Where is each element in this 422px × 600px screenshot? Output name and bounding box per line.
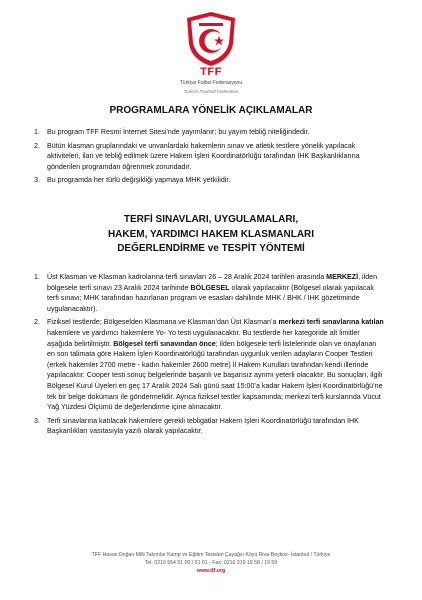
list-item xyxy=(34,317,386,412)
section-title-line: DEĞERLENDİRME ve TESPİT YÖNTEMİ xyxy=(117,243,305,254)
brand-subtitle: Türkiye Futbol Federasyonu xyxy=(179,80,243,86)
brand-subtitle-en: Turkish Football Federation xyxy=(183,89,239,94)
section-title xyxy=(0,213,422,257)
list-item xyxy=(34,416,386,437)
page-title: PROGRAMLARA YÖNELİK AÇIKLAMALAR xyxy=(109,105,313,116)
footer-web-link[interactable]: www.tff.org xyxy=(196,568,226,574)
text-part: , ilden bölgesele terfi sınavı 23 Aralık 2024 tarihinde xyxy=(47,273,378,292)
text-part: Üst Klasman ve Klasman kadrolarına terfi sınavları 26 – 28 Aralık 2024 tarihleri arasında xyxy=(47,273,327,281)
text-part: hakemlere ve yardımcı hakemlere Yo- Yo testi uygulanacaktır. Bu testlerde her kategoride alt limitler aşağıda belirtilmiştir. xyxy=(47,328,360,348)
intro-list xyxy=(34,127,386,189)
bold-text: Bölgesel terfi sınavından önce xyxy=(113,339,216,348)
text-part: Fiziksel testlerde; Bölgeselden Klasmana ve Klasman’dan Üst Klasman’a xyxy=(47,318,279,327)
section-title-line: HAKEM, YARDIMCI HAKEM KLASMANLARI xyxy=(107,228,315,240)
section-title-line: TERFİ SINAVLARI, UYGULAMALARI, xyxy=(123,214,299,225)
rule-text xyxy=(47,273,377,313)
list-text: Bu program TFF Resmi İnternet Sitesi’nde yayımlanır; bu yayım tebliğ niteliğindedir. xyxy=(47,128,310,136)
text-part: ; ilden bölgesele terfi listelerinde olan ve onaylanan en son talimata göre Hakem İşleri Koordinatörlüğü tarafından uygunluk verilen adayların Cooper Testleri (erkek hakemler 2700 metre - kadın hakemler 2600 metre) İl Hakem Kurulları tarafından kendi illerinde yapılacaktır. Cooper testi sonuç belgelerinde başarılı ve başarısız ayrımı yeterli olacaktır. Bu sonuçları, ilgili Bölgesel Kurul Üyeleri en geç 17 Aralık 2024 Salı günü saat 15:00’a kadar Hakem İşleri Koordinatörlüğü’ne tek bir belge dokümanı ile göndermelidir. Ayrıca fiziksel testler kapsamında; merkezi terfi kurslarında Vücut Yağ Yüzdesi Ölçümü de değerlendirme içine alınacaktır. xyxy=(47,339,383,412)
rule-text xyxy=(47,318,384,411)
list-number: 2. xyxy=(34,141,40,150)
rule-text: Terfi sınavlarına katılacak hakemlere gerekli tebligatlar Hakem İşleri Koordinatörlüğü tarafından İHK Başkanlıkları vasıtasıyla yazılı olarak yapılacaktır. xyxy=(47,416,359,436)
text-part: olarak yapılacaktır (Bölgesel olarak yapılacak terfi sınavı; MHK tarafından hazırlanan program ve esasları dahilinde MHK / BHK / İHK gözetiminde uygulanacaktır). xyxy=(47,283,374,313)
bold-text: MERKEZİ xyxy=(326,273,359,281)
footer-address: TFF Hasan Doğan Milli Takımlar Kamp ve Eğitim Tesisleri Çayağzı Köyü Riva-Beykoz- İstanbul / Türkiye xyxy=(91,552,331,558)
list-number: 1. xyxy=(34,128,40,136)
list-number: 2. xyxy=(34,318,40,327)
list-number: 3. xyxy=(34,176,40,185)
list-item xyxy=(34,127,386,138)
list-text: Bu programda her türlü değişikliği yapmaya MHK yetkilidir. xyxy=(47,176,231,185)
tff-logo-icon xyxy=(184,10,238,68)
list-item xyxy=(34,141,386,173)
list-item xyxy=(34,272,386,314)
bold-text: merkezi terfi sınavlarına katılan xyxy=(278,318,384,327)
footer-phone: Tel: 0216 554 51 00 / 51 01 - Fax: 0216 319 19 58 / 19 59 xyxy=(144,560,278,566)
rules-list xyxy=(34,272,386,440)
bold-text: BÖLGESEL xyxy=(190,283,230,292)
list-number: 3. xyxy=(34,416,40,425)
list-number: 1. xyxy=(34,273,40,281)
list-item xyxy=(34,175,386,186)
brand-name: TFF xyxy=(200,66,222,78)
list-text: Bütün klasman gruplarındaki ve unvanlardaki hakemlerin sınav ve atletik testlere yönelik yapılacak aktiviteleri, ilan ve tebliğ edilmek üzere Hakem İşleri Koordinatörlüğü tarafından İHK Başkanlıklarına gönderilen programdan öğrenmek zorundadır. xyxy=(47,141,360,171)
